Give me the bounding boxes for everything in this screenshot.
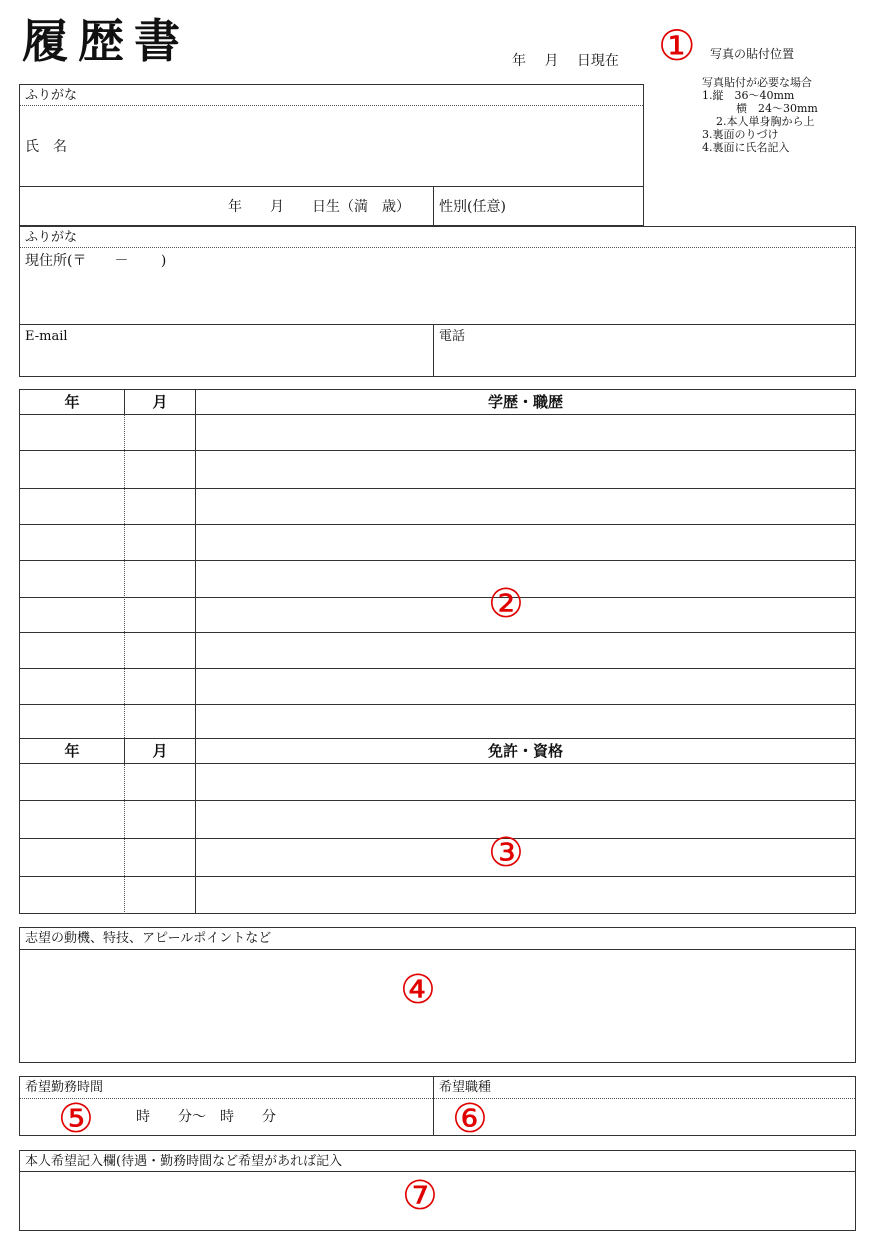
hours-job-box — [19, 1076, 856, 1136]
photo-note-4: 3.裏面のりづけ — [702, 128, 779, 141]
address-divider — [20, 324, 855, 325]
work-hours-label: 希望勤務時間 — [25, 1080, 104, 1095]
history-row-line — [20, 450, 855, 451]
content-column-divider — [195, 390, 196, 913]
address-furigana-divider — [20, 247, 855, 248]
motivation-divider — [20, 949, 855, 950]
history-month-header: 月 — [152, 393, 168, 411]
gender-label[interactable]: 性別(任意) — [439, 199, 506, 215]
address-furigana-label: ふりがな — [25, 230, 78, 245]
work-hours-time[interactable]: 時 分～ 時 分 — [136, 1109, 276, 1125]
marker-4: ④ — [400, 967, 436, 1013]
history-content-header: 学歴・職歴 — [487, 393, 563, 411]
date-label: 年 月 日現在 — [512, 53, 619, 69]
furigana-label: ふりがな — [25, 88, 78, 103]
license-month-header: 月 — [152, 742, 168, 760]
email-label[interactable]: E-mail — [25, 329, 68, 344]
hours-job-divider — [433, 1077, 434, 1135]
license-row-line — [20, 800, 855, 801]
marker-6: ⑥ — [452, 1096, 488, 1142]
history-row-line — [20, 488, 855, 489]
name-label[interactable]: 氏 名 — [25, 139, 67, 155]
photo-caption: 写真の貼付位置 — [710, 47, 795, 61]
marker-3: ③ — [488, 830, 524, 876]
requests-divider — [20, 1171, 855, 1172]
month-column-divider-history — [124, 415, 125, 738]
photo-note-2: 横 24～30mm — [736, 102, 818, 115]
license-header-divider — [20, 763, 855, 764]
history-row-line — [20, 632, 855, 633]
license-section-divider — [20, 738, 855, 739]
motivation-label: 志望の動機、特技、アピールポイントなど — [25, 931, 272, 946]
birth-label[interactable]: 年 月 日生（満 歳） — [228, 199, 410, 215]
page-title: 履歴書 — [22, 14, 190, 68]
marker-2: ② — [488, 581, 524, 627]
photo-note-5: 4.裏面に氏名記入 — [702, 141, 790, 154]
license-year-header: 年 — [64, 742, 80, 760]
license-row-line — [20, 838, 855, 839]
photo-note-1: 1.縦 36～40mm — [702, 89, 795, 102]
history-header-divider — [20, 414, 855, 415]
photo-note-heading: 写真貼付が必要な場合 — [702, 76, 812, 89]
photo-note-3: 2.本人単身胸から上 — [716, 115, 815, 128]
month-column-divider-license — [124, 764, 125, 914]
address-label[interactable]: 現住所(〒 － ) — [25, 253, 167, 269]
history-row-line — [20, 668, 855, 669]
license-row-line — [20, 876, 855, 877]
phone-label[interactable]: 電話 — [439, 329, 466, 344]
requests-label: 本人希望記入欄(待遇・勤務時間など希望があれば記入 — [25, 1154, 343, 1169]
job-type-label: 希望職種 — [439, 1080, 492, 1095]
hours-job-label-divider — [20, 1098, 855, 1099]
name-divider — [20, 186, 643, 187]
gender-divider — [433, 186, 434, 226]
history-table — [19, 389, 856, 914]
marker-1: ① — [658, 21, 696, 70]
marker-7: ⑦ — [402, 1173, 438, 1219]
motivation-box[interactable] — [19, 927, 856, 1063]
history-year-header: 年 — [64, 393, 80, 411]
furigana-divider — [20, 105, 643, 106]
history-row-line — [20, 560, 855, 561]
license-content-header: 免許・資格 — [487, 742, 563, 760]
history-row-line — [20, 524, 855, 525]
marker-5: ⑤ — [58, 1096, 94, 1142]
history-row-line — [20, 704, 855, 705]
history-row-line — [20, 597, 855, 598]
contact-divider — [433, 324, 434, 376]
address-box — [19, 226, 856, 377]
